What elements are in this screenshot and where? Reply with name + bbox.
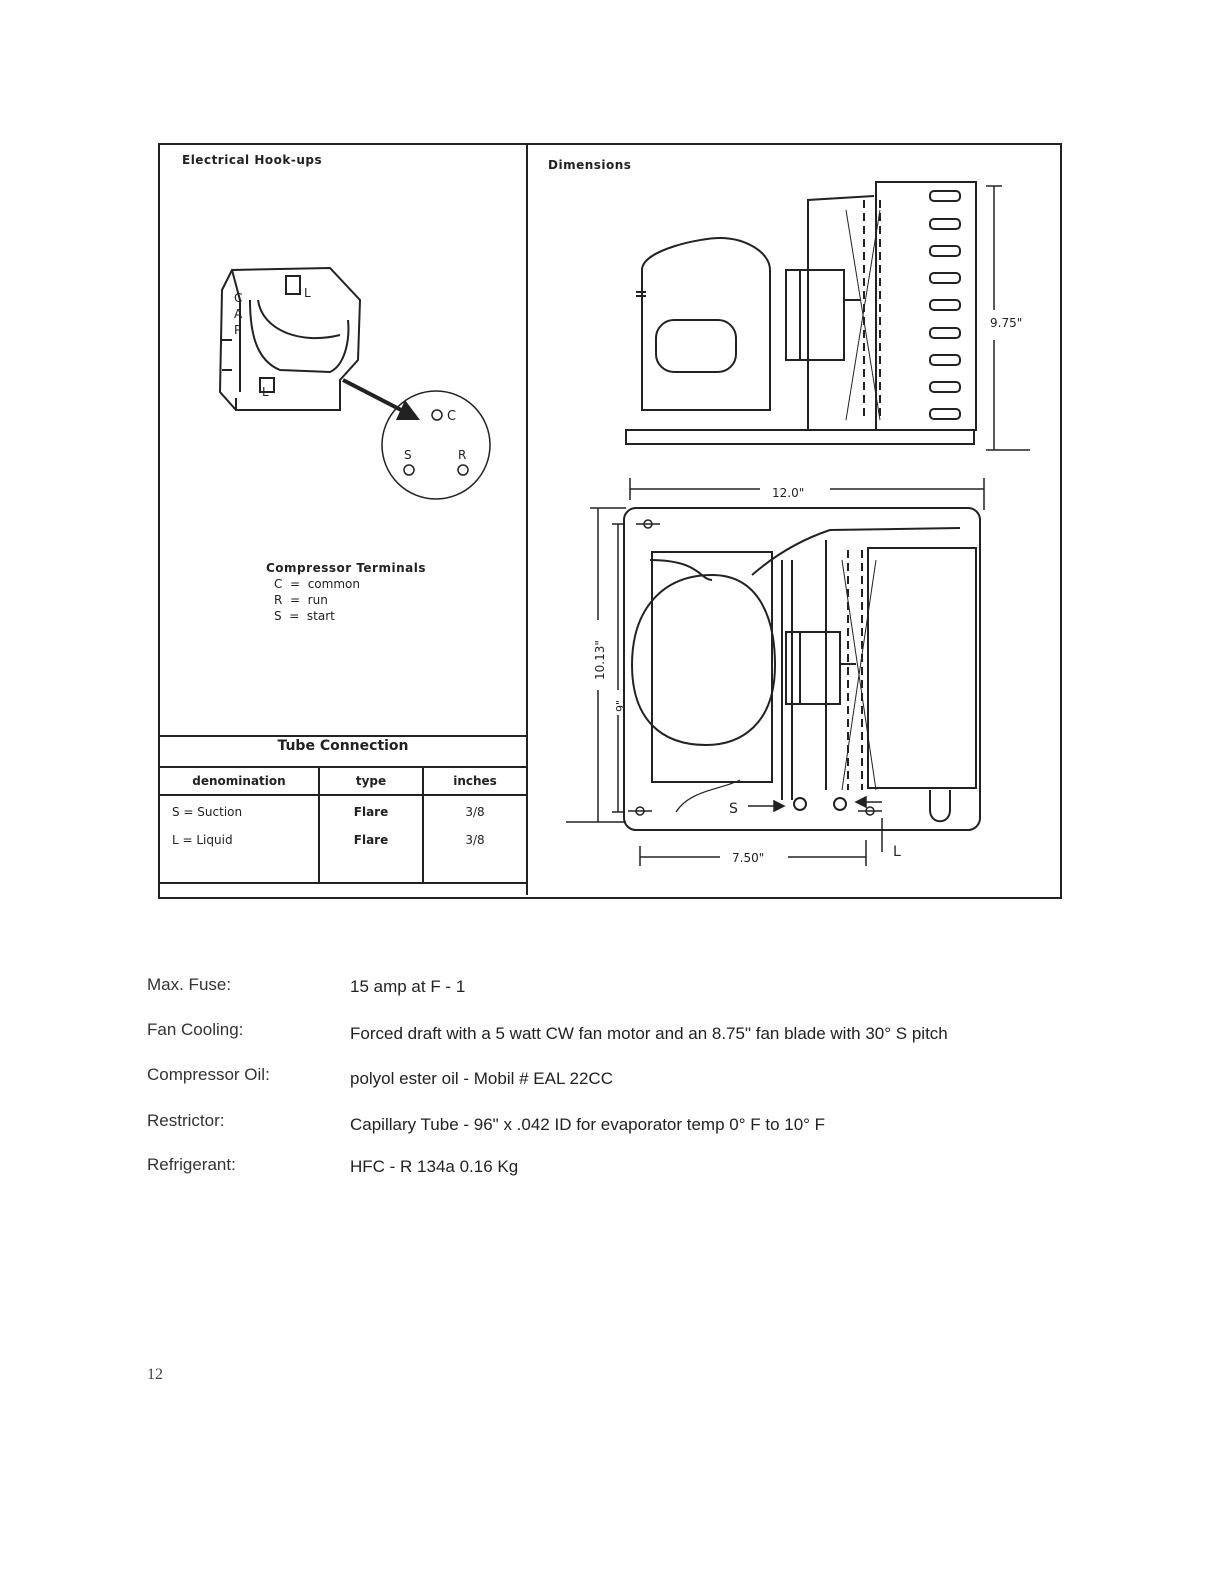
base-value: 7.50" — [732, 851, 765, 865]
cell-denomination: S = Suction — [159, 795, 319, 827]
table-row — [159, 795, 527, 827]
cell-inches: 3/8 — [423, 795, 527, 827]
arrow-icon — [343, 380, 420, 420]
suction-arrow-icon — [748, 801, 784, 811]
height-value: 9.75" — [990, 316, 1023, 330]
liquid-arrow-icon — [856, 797, 882, 852]
cell-type: Flare — [319, 795, 423, 827]
cell-type: Flare — [319, 827, 423, 883]
spec-value-max-fuse: 15 amp at F - 1 — [350, 977, 466, 996]
relay-l-top: L — [304, 286, 311, 300]
page-number: 12 — [147, 1366, 163, 1383]
relay-letter-a: A — [234, 307, 243, 321]
start-relay-drawing — [220, 268, 360, 410]
top-view-drawing — [624, 508, 980, 830]
tube-connection-title: Tube Connection — [277, 738, 409, 754]
width-dimension — [630, 478, 984, 510]
spec-label-refrigerant: Refrigerant: — [147, 1155, 236, 1174]
col-denomination: denomination — [159, 767, 319, 795]
spec-value-compressor-oil: polyol ester oil - Mobil # EAL 22CC — [350, 1069, 613, 1088]
spec-label-restrictor: Restrictor: — [147, 1111, 225, 1130]
table-row — [159, 827, 527, 883]
terminal-c-label: C — [447, 409, 457, 424]
terminal-legend-common: C = common — [274, 577, 360, 591]
dimensions-panel-title: Dimensions — [548, 158, 632, 172]
compressor-terminal-diagram — [382, 391, 490, 499]
terminal-legend-title: Compressor Terminals — [266, 561, 426, 575]
cell-denomination: L = Liquid — [159, 827, 319, 883]
inner-depth-value: 9" — [614, 699, 627, 712]
col-inches: inches — [423, 767, 527, 795]
spec-value-restrictor: Capillary Tube - 96" x .042 ID for evaporator temp 0° F to 10° F — [350, 1115, 826, 1134]
cell-inches: 3/8 — [423, 827, 527, 883]
relay-l-bottom: L — [262, 385, 269, 399]
spec-label-max-fuse: Max. Fuse: — [147, 975, 232, 994]
mounting-hole-markers — [628, 520, 882, 815]
terminal-legend-start: S = start — [274, 609, 335, 623]
terminal-r-label: R — [458, 448, 467, 462]
spec-label-fan-cooling: Fan Cooling: — [147, 1020, 244, 1039]
col-type: type — [319, 767, 423, 795]
relay-letter-c: C — [234, 291, 243, 305]
suction-label: S — [729, 801, 738, 817]
terminal-s-label: S — [404, 448, 412, 462]
spec-value-refrigerant: HFC - R 134a 0.16 Kg — [350, 1157, 519, 1176]
depth-value: 10.13" — [593, 640, 607, 680]
relay-letter-p: P — [234, 323, 242, 337]
liquid-label: L — [893, 844, 901, 860]
spec-label-compressor-oil: Compressor Oil: — [147, 1065, 270, 1084]
width-value: 12.0" — [772, 486, 805, 500]
terminal-legend — [266, 560, 426, 624]
terminal-legend-run: R = run — [274, 593, 328, 607]
tube-connection-table — [158, 766, 528, 884]
table-header-row — [159, 767, 527, 795]
spec-value-fan-cooling: Forced draft with a 5 watt CW fan motor and an 8.75" fan blade with 30° S pitch — [350, 1024, 948, 1043]
side-view-drawing — [626, 182, 976, 444]
condenser-fins — [930, 191, 960, 419]
electrical-panel-title: Electrical Hook-ups — [182, 153, 323, 167]
